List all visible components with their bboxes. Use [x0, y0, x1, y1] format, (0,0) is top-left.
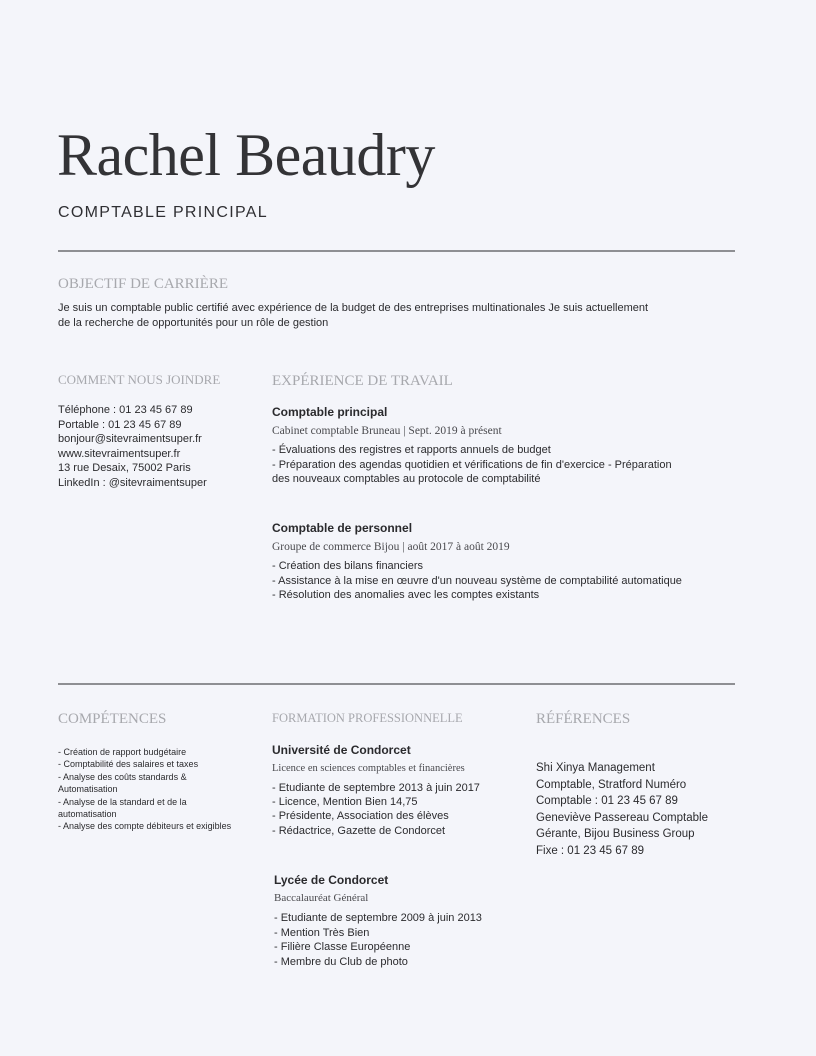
- school-bullets: [272, 781, 522, 838]
- contact-address: 13 rue Desaix, 75002 Paris: [58, 462, 191, 475]
- skill-item: automatisation: [58, 809, 117, 820]
- contact-title: COMMENT NOUS JOINDRE: [58, 372, 221, 387]
- objective-line: de la recherche de opportunités pour un rôle de gestion: [58, 316, 329, 329]
- skill-item: - Comptabilité des salaires et taxes: [58, 759, 199, 770]
- reference-line: Geneviève Passereau Comptable: [536, 811, 708, 824]
- experience-title: EXPÉRIENCE DE TRAVAIL: [272, 373, 453, 389]
- job-bullet: des nouveaux comptables au protocole de comptabilité: [272, 473, 541, 486]
- school-entry: [274, 873, 524, 969]
- school-bullet: - Mention Très Bien: [274, 926, 370, 939]
- school-bullet: - Présidente, Association des élèves: [272, 810, 449, 823]
- contact-email[interactable]: bonjour@sitevraimentsuper.fr: [58, 433, 202, 446]
- contact-website[interactable]: www.sitevraimentsuper.fr: [58, 447, 181, 460]
- reference-line: Comptable : 01 23 45 67 89: [536, 795, 678, 808]
- contact-list: [58, 403, 258, 491]
- school-bullet: - Etudiante de septembre 2013 à juin 2017: [272, 782, 480, 794]
- job-bullet: - Assistance à la mise en œuvre d'un nouveau système de comptabilité automatique: [272, 574, 682, 587]
- education-title: FORMATION PROFESSIONNELLE: [272, 711, 463, 725]
- objective-line: Je suis un comptable public certifié avec expérience de la budget de des entreprises multinationales Je suis actuellement: [58, 302, 649, 314]
- school-name: Lycée de Condorcet: [274, 873, 389, 887]
- reference-line: Shi Xinya Management: [536, 762, 655, 774]
- skill-item: - Analyse des compte débiteurs et exigibles: [58, 821, 232, 832]
- job-entry: [272, 521, 752, 603]
- contact-phone[interactable]: Téléphone : 01 23 45 67 89: [58, 404, 193, 416]
- job-title: Comptable principal: [272, 405, 388, 419]
- school-bullets: [274, 911, 524, 969]
- reference-line: Gérante, Bijou Business Group: [536, 828, 695, 841]
- skills-title: COMPÉTENCES: [58, 711, 167, 727]
- job-bullet: - Évaluations des registres et rapports annuels de budget: [272, 444, 551, 456]
- skill-item: Automatisation: [58, 784, 118, 795]
- divider-top: [58, 250, 735, 252]
- job-bullet: - Préparation des agendas quotidien et vérifications de fin d'exercice - Préparation: [272, 458, 672, 471]
- job-bullet: - Création des bilans financiers: [272, 560, 424, 572]
- references-title: RÉFÉRENCES: [536, 711, 631, 727]
- school-entry: [272, 743, 522, 838]
- job-role: COMPTABLE PRINCIPAL: [58, 204, 268, 221]
- contact-linkedin[interactable]: LinkedIn : @sitevraimentsuper: [58, 476, 207, 489]
- job-bullet: - Résolution des anomalies avec les comptes existants: [272, 589, 540, 602]
- skill-item: - Analyse de la standard et de la: [58, 796, 187, 807]
- school-bullet: - Membre du Club de photo: [274, 955, 408, 968]
- job-entry: [272, 405, 752, 487]
- job-bullets: [272, 443, 752, 487]
- divider-middle: [58, 683, 735, 685]
- job-subtitle: Groupe de commerce Bijou | août 2017 à août 2019: [272, 541, 510, 553]
- school-degree: Licence en sciences comptables et financières: [272, 763, 465, 774]
- reference-line: Fixe : 01 23 45 67 89: [536, 844, 645, 857]
- job-subtitle: Cabinet comptable Bruneau | Sept. 2019 à présent: [272, 425, 502, 437]
- school-bullet: - Etudiante de septembre 2009 à juin 2013: [274, 912, 482, 924]
- school-name: Université de Condorcet: [272, 743, 411, 757]
- objective-text: [58, 301, 758, 330]
- skill-item: - Création de rapport budgétaire: [58, 747, 187, 757]
- school-bullet: - Filière Classe Européenne: [274, 941, 411, 954]
- school-degree: Baccalauréat Général: [274, 892, 369, 904]
- references-list: [536, 760, 756, 860]
- candidate-name: Rachel Beaudry: [57, 122, 435, 188]
- reference-line: Comptable, Stratford Numéro: [536, 778, 687, 791]
- skills-list: [58, 746, 258, 833]
- skill-item: - Analyse des coûts standards &: [58, 771, 187, 782]
- job-bullets: [272, 559, 752, 603]
- job-title: Comptable de personnel: [272, 521, 413, 535]
- school-bullet: - Licence, Mention Bien 14,75: [272, 796, 418, 809]
- school-bullet: - Rédactrice, Gazette de Condorcet: [272, 824, 446, 837]
- objective-title: OBJECTIF DE CARRIÈRE: [58, 276, 229, 292]
- contact-mobile[interactable]: Portable : 01 23 45 67 89: [58, 418, 182, 431]
